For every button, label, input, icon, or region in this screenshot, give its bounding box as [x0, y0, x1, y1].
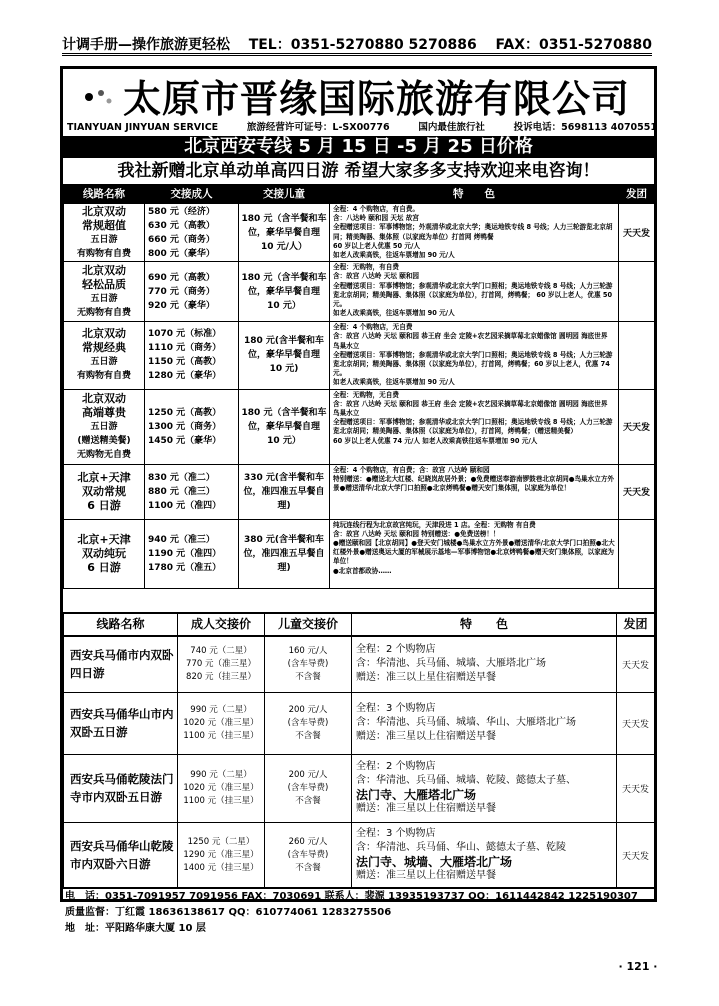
route-features [352, 822, 617, 888]
feature-line: 含：华清池、兵马俑、城墙、大雁塔北广场 [356, 658, 546, 670]
adult-price: 990 元（二星） [190, 704, 252, 715]
child-price: (含车导费) [287, 849, 329, 860]
adult-price-cell [145, 389, 239, 464]
route-name-cell [64, 464, 145, 519]
depart-schedule [619, 322, 655, 389]
route-name-cell [64, 389, 145, 464]
route-name: 西安兵马俑华山市内双卧五日游 [64, 692, 178, 754]
table-row [64, 754, 655, 822]
route-name-cell [64, 204, 145, 262]
adult-price: 1100 元（挂三星） [183, 730, 259, 741]
child-price: 200 元/人 [288, 704, 328, 715]
table-row [64, 464, 655, 519]
table-row [64, 636, 655, 692]
depart-schedule: 天天发 [617, 692, 655, 754]
child-price: 不含餐 [295, 795, 321, 806]
quality-supervisor: 质量监督：丁红霞 18636138617 QQ：610774061 1283275506 [65, 907, 392, 918]
col-adult: 交接成人 [145, 185, 239, 204]
depart-schedule [619, 519, 655, 588]
route-name-cell [64, 262, 145, 322]
route-name: 西安兵马俑乾陵法门寺市内双卧五日游 [64, 754, 178, 822]
col-route: 线路名称 [64, 613, 178, 636]
adult-price: 1100 元（挂三星） [183, 795, 259, 806]
col-depart: 发团 [617, 613, 655, 636]
route-days: 五日游 [90, 293, 118, 304]
feature-line: 赠送：准三星以上住宿赠送早餐 [356, 870, 496, 881]
col-adult: 成人交接价 [178, 613, 265, 636]
route-name: 北京双动 常规经典 [82, 327, 126, 355]
child-price: (含车导费) [287, 782, 329, 793]
beijing-price-table [63, 184, 655, 589]
depart-schedule: 天天发 [617, 754, 655, 822]
route-features [352, 754, 617, 822]
xian-price-table [63, 612, 655, 889]
adult-price: 1110 元（商务） [148, 343, 222, 354]
adult-price: 880 元（准三） [148, 486, 215, 497]
adult-price: 1450 元（豪华） [148, 435, 222, 446]
feature-line: 赠送：准三星以上住宿赠送早餐 [356, 731, 496, 742]
adult-price: 940 元（准三） [148, 534, 215, 545]
feature-line: 含：华清池、兵马俑、城墙、华山、大雁塔北广场 [356, 717, 576, 728]
child-price-cell [265, 636, 352, 692]
route-features: 全程：4 个购物店，有自费；含：故宫 八达岭 颐和园 特别赠送：●赠送北大红楼、纪晓岚故居外景；●免费赠送奉游南锣鼓巷北京胡同●鸟巢水立方外景●赠送清华/北京大学门口拍照●北京烤鸭餐●赠天安门集体照，以家庭为单位！ [330, 464, 619, 519]
child-price: 180 元（含半餐和车位，豪华早餐自理 10 元） [239, 262, 330, 322]
adult-price: 630 元（高教） [148, 220, 215, 231]
child-price: 180 元（含半餐和车位，豪华早餐自理 10 元/人） [239, 204, 330, 262]
company-info-line [67, 121, 657, 135]
top-header-tel: TEL：0351-5270880 5270886 [248, 37, 477, 53]
child-price: 380 元(含半餐和车位，准四准五早餐自理) [239, 519, 330, 588]
feature-line: 法门寺、城墙、大雁塔北广场 [356, 855, 513, 869]
route-features: 全程：无购物，无自费 含：故宫 八达岭 天坛 颐和园 恭王府 坐会 定陵+农艺园采摘草莓北京蜡像馆 圆明园 海底世界 鸟巢水立 全程赠送项目：军事博物馆；参观清华或北京大学门口照相；奥运地铁专线 8 号线；人力三轮游览北京胡同；精美陶器、集体照（以家庭为单位），打首网，烤鸭餐；（赠送精美餐） 60 岁以上老人优惠 74 元/人 如老人改乘高铁往返车票增加 90 元/人 [330, 389, 619, 464]
child-price: 330 元(含半餐和车位，准四准五早餐自理) [239, 464, 330, 519]
adult-price: 660 元（商务） [148, 234, 215, 245]
adult-price: 820 元（挂三星） [186, 671, 256, 682]
adult-price: 1070 元（标准） [148, 329, 222, 340]
company-name: 太原市晋缘国际旅游有限公司 [123, 76, 631, 121]
adult-price-cell [145, 464, 239, 519]
adult-price-cell [178, 636, 265, 692]
adult-price: 1780 元（准五） [148, 562, 222, 573]
child-price: 200 元/人 [288, 769, 328, 780]
route-days: 五日游 [90, 421, 118, 432]
feature-line: 赠送：准三以上星住宿赠送早餐 [356, 672, 496, 684]
table-row [64, 204, 655, 262]
adult-price-cell [178, 754, 265, 822]
adult-price-cell [145, 519, 239, 588]
feature-line: 全程：3 个购物店 [356, 703, 436, 714]
top-header-bar [62, 34, 652, 56]
child-price: 不含餐 [295, 730, 321, 741]
route-name: 北京双动 高端尊贵 [82, 391, 126, 419]
depart-schedule: 天天发 [619, 389, 655, 464]
route-note: 有购物有自费 [76, 371, 131, 382]
child-price: 180 元（含半餐和车位，豪华早餐自理 10 元） [239, 389, 330, 464]
route-name: 西安兵马俑华山乾陵市内双卧六日游 [64, 822, 178, 888]
feature-line: 含：华清池、兵马俑、华山、懿德太子墓、乾陵 [356, 842, 566, 853]
child-price: 不含餐 [295, 862, 321, 873]
contact-address: 地 址：平阳路华康大厦 10 层 [65, 923, 206, 934]
company-slogan: 国内最佳旅行社 [418, 122, 485, 133]
child-price: (含车导费) [287, 658, 329, 669]
table-row [64, 322, 655, 389]
child-price-cell [265, 822, 352, 888]
child-price: (含车导费) [287, 717, 329, 728]
child-price-cell [265, 754, 352, 822]
adult-price: 690 元（高教） [148, 272, 215, 283]
child-price: 160 元/人 [288, 645, 328, 656]
col-route: 线路名称 [64, 185, 145, 204]
col-features: 特 色 [330, 185, 619, 204]
col-features: 特 色 [352, 613, 617, 636]
ad-frame [60, 66, 657, 934]
route-features: 全程：4 个购物店，无自费 含：故宫 八达岭 天坛 颐和园 恭王府 坐会 定陵+农艺园采摘草莓北京蜡像馆 圆明园 海底世界 鸟巢水立 全程赠送项目：军事博物馆；参观清华或北京大学门口照相；奥运地铁专线 8 号线；人力三轮游览北京胡同；精美陶器、集体照（以家庭为单位），打首网，烤鸭餐；60 岁以上老人，优惠 74 元。 如老人改乘高铁，往返车票增加 90 元/人 [330, 322, 619, 389]
adult-price: 770 元（准三星） [186, 658, 256, 669]
adult-price: 1300 元（商务） [148, 421, 222, 432]
adult-price: 580 元（经济） [148, 206, 215, 217]
route-note: (赠送精美餐) 无购物无自费 [76, 435, 131, 460]
adult-price: 1100 元（准四） [148, 500, 222, 511]
feature-line: 全程：2 个购物店 [356, 761, 436, 772]
adult-price: 1150 元（高教） [148, 357, 222, 368]
adult-price: 1020 元（准三星） [183, 782, 259, 793]
feature-line: 法门寺、大雁塔北广场 [356, 788, 477, 802]
child-price: 180 元(含半餐和车位，豪华早餐自理 10 元) [239, 322, 330, 389]
adult-price: 1250 元（二星） [187, 836, 255, 847]
depart-schedule: 天天发 [617, 636, 655, 692]
route-name-cell [64, 519, 145, 588]
beijing-table-header [64, 185, 655, 204]
col-child: 交接儿童 [239, 185, 330, 204]
adult-price-cell [145, 262, 239, 322]
adult-price-cell [145, 204, 239, 262]
table-row [64, 692, 655, 754]
depart-schedule: 天天发 [619, 204, 655, 262]
adult-price: 920 元（豪华） [148, 300, 215, 311]
route-features: 全程：无购物，有自费 含：故宫 八达岭 天坛 颐和园 全程赠送项目：军事博物馆；参观清华或北京大学门口照相；奥运地铁专线 8 号线；人力三轮游览北京胡同；精美陶器、集体照（以家庭为单位），打首网，烤鸭餐； 60 岁以上老人，优惠 50 元。 如老人改乘高铁，往返车票增加 90 元/人 [330, 262, 619, 322]
table-row [64, 822, 655, 888]
feature-line: 全程：2 个购物店 [356, 644, 436, 656]
route-features: 纯玩连线行程为北京故宫纯玩，天津段进 1 店。全程：无购物 有自费 含：故宫 八达岭 天坛 颐和园 特别赠送：●免费送榜！！ ●赠送颐和园【北京胡同】●登天安门城楼●鸟巢水立方外景●赠送清华/北京大学门口拍照●北大红楼外景●赠送奥运大厦的军械展示基地—军事博物馆●北京烤鸭餐●赠天安门集体照，以家庭为单位！ ●北京首都政协…… [330, 519, 619, 588]
col-depart: 发团 [619, 185, 655, 204]
route-features [352, 636, 617, 692]
route-name: 西安兵马俑市内双卧四日游 [64, 636, 178, 692]
route-name: 北京+天津 双动常规 6 日游 [77, 470, 131, 512]
beijing-price-title: 北京西安专线 5 月 15 日 -5 月 25 日价格 [63, 136, 654, 158]
adult-price: 990 元（二星） [190, 769, 252, 780]
route-name: 北京双动 常规超值 [82, 204, 126, 232]
depart-schedule [619, 262, 655, 322]
child-price: 不含餐 [295, 671, 321, 682]
table-row [64, 519, 655, 588]
company-logo-icon [79, 83, 119, 111]
route-name-cell [64, 322, 145, 389]
feature-line: 赠送：准三星以上住宿赠送早餐 [356, 803, 496, 814]
route-features [352, 692, 617, 754]
page-number: · 121 · [618, 960, 658, 973]
adult-price: 740 元（二星） [190, 645, 252, 656]
route-name: 北京+天津 双动纯玩 6 日游 [77, 532, 131, 574]
route-note: 无购物有自费 [76, 307, 131, 318]
adult-price: 1400 元（挂三星） [183, 862, 259, 873]
depart-schedule: 天天发 [619, 464, 655, 519]
depart-schedule: 天天发 [617, 822, 655, 888]
adult-price: 1020 元（准三星） [183, 717, 259, 728]
adult-price: 1280 元（豪华） [148, 371, 222, 382]
adult-price: 1290 元（准三星） [183, 849, 259, 860]
adult-price-cell [145, 322, 239, 389]
adult-price: 770 元（商务） [148, 286, 215, 297]
table-row [64, 389, 655, 464]
child-price-cell [265, 692, 352, 754]
route-features: 全程：4 个购物店，有自费。 含：八达岭 颐和园 天坛 故宫 全程赠送项目：军事博物馆；外观清华或北京大学；奥运地铁专线 8 号线；人力三轮游览北京胡同；精美陶器、集体照（以家庭为单位）打首网 烤鸭餐 60 岁以上老人优惠 50 元/人 如老人改乘高铁，往返车票增加 90 元/人 [330, 204, 619, 262]
contact-block [63, 887, 654, 949]
adult-price: 830 元（准二） [148, 472, 215, 483]
adult-price-cell [178, 822, 265, 888]
table-row [64, 262, 655, 322]
route-days: 五日游 [90, 357, 118, 368]
route-note: 有购物有自费 [76, 248, 131, 259]
top-header-title: 计调手册—操作旅游更轻松 [62, 37, 230, 53]
child-price: 260 元/人 [288, 836, 328, 847]
adult-price: 1250 元（高教） [148, 407, 222, 418]
xian-table-header [64, 613, 655, 636]
route-name: 北京双动 轻松品质 [82, 263, 126, 291]
company-service: TIANYUAN JINYUAN SERVICE [67, 122, 219, 133]
top-header-fax: FAX：0351-5270880 [495, 37, 652, 53]
promo-text: 我社新赠北京单动单高四日游 希望大家多多支持欢迎来电咨询！ [117, 161, 600, 181]
feature-line: 全程：3 个购物店 [356, 828, 436, 839]
contact-phone: 电 话：0351-7091957 7091956 FAX：7030691 联系人：裴源 13935193737 QQ：1611442842 1225190307 [65, 891, 638, 902]
company-license: 旅游经营许可证号：L-SX00776 [246, 122, 390, 133]
feature-line: 含：华清池、兵马俑、城墙、乾陵、懿德太子墓、 [356, 775, 576, 786]
adult-price: 1190 元（准四） [148, 548, 222, 559]
route-days: 五日游 [90, 234, 118, 245]
adult-price-cell [178, 692, 265, 754]
adult-price: 800 元（豪华） [148, 248, 215, 259]
col-child: 儿童交接价 [265, 613, 352, 636]
company-complaint: 投诉电话：5698113 4070551 [513, 122, 657, 133]
